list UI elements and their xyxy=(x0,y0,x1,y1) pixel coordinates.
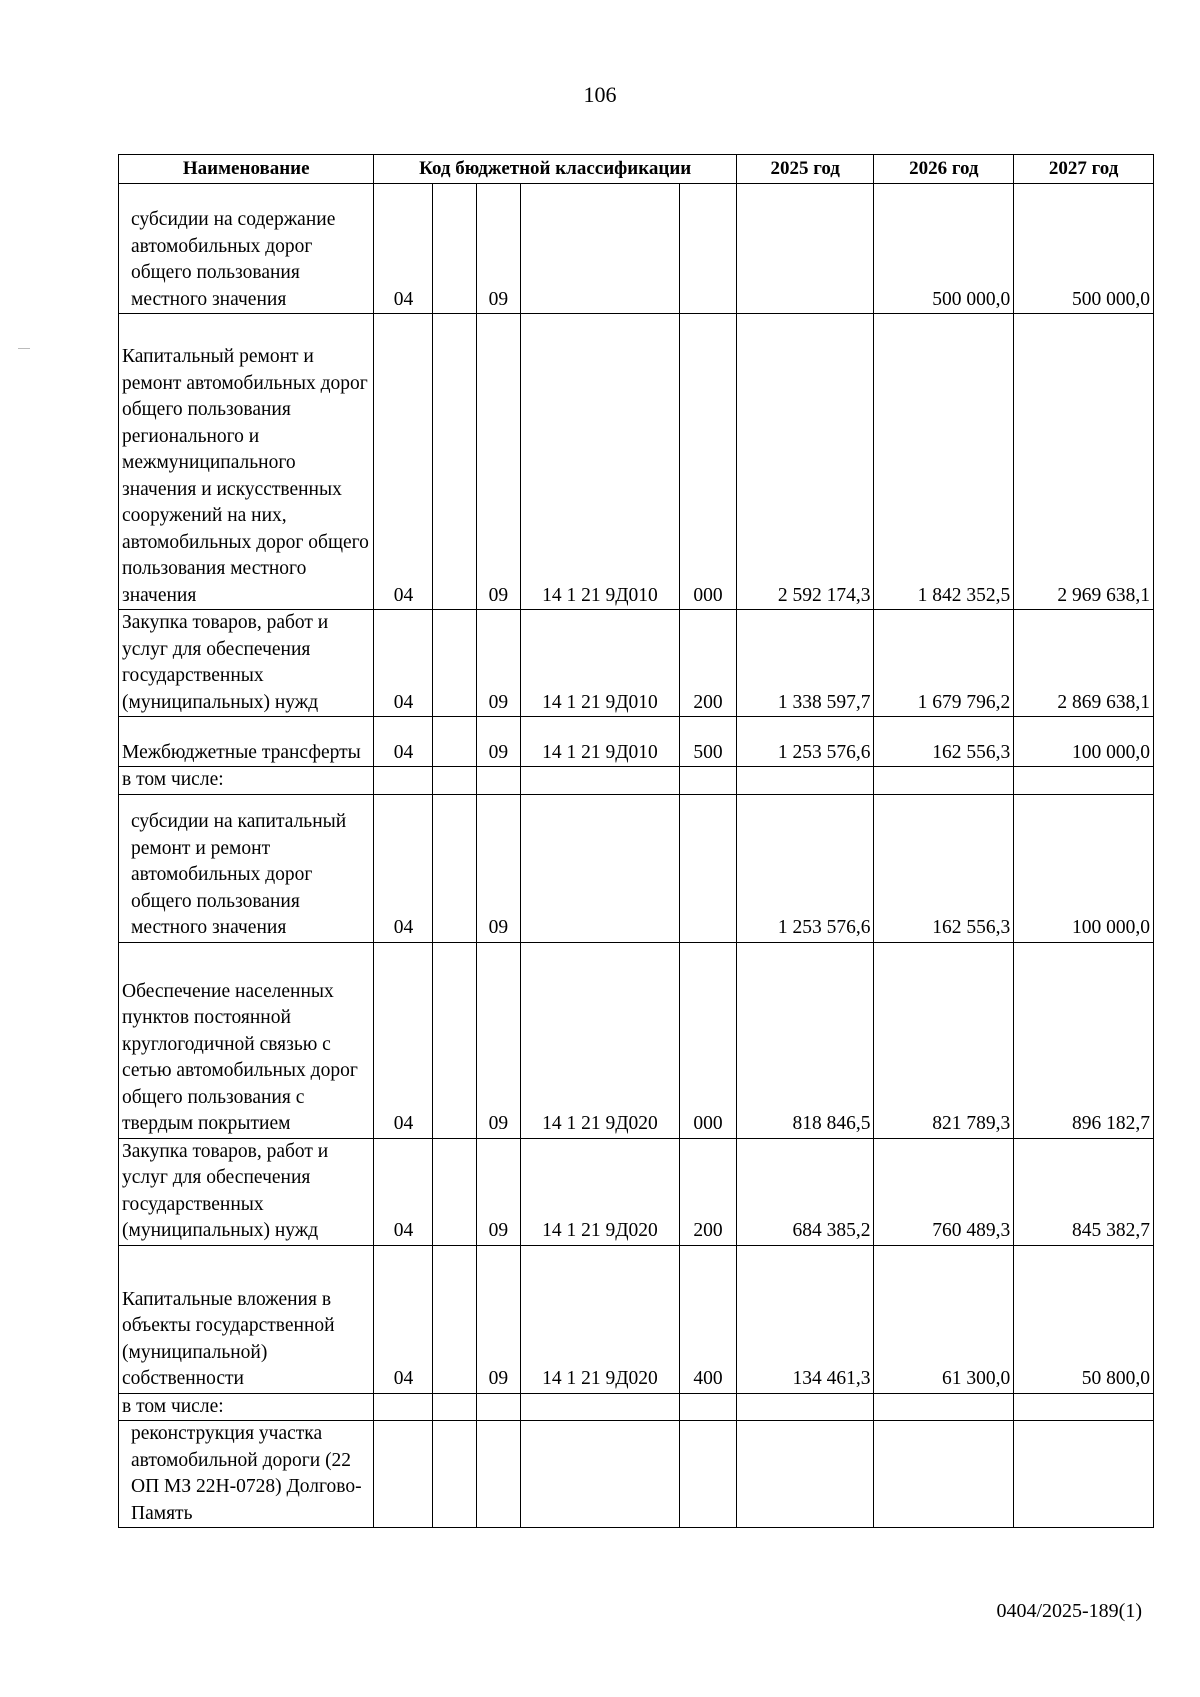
code-empty xyxy=(433,1138,477,1245)
value-2026 xyxy=(874,1393,1014,1421)
page-number: 106 xyxy=(583,82,617,107)
header-2027: 2027 год xyxy=(1014,155,1154,184)
table-row xyxy=(119,184,1154,314)
value-2026 xyxy=(874,1421,1014,1528)
header-code: Код бюджетной классификации xyxy=(374,155,736,184)
value-2027: 100 000,0 xyxy=(1014,717,1154,767)
row-name: Закупка товаров, работ и услуг для обеспечения государственных (муниципальных) нужд xyxy=(119,610,374,717)
code-expense-type: 200 xyxy=(680,1138,737,1245)
code-empty xyxy=(433,717,477,767)
code-section xyxy=(374,767,433,795)
value-2027 xyxy=(1014,767,1154,795)
row-name: Межбюджетные трансферты xyxy=(119,717,374,767)
value-2025: 2 592 174,3 xyxy=(736,314,874,610)
code-section: 04 xyxy=(374,1245,433,1393)
code-subsection: 09 xyxy=(477,717,521,767)
value-2025: 818 846,5 xyxy=(736,942,874,1138)
code-empty xyxy=(433,1421,477,1528)
code-section: 04 xyxy=(374,314,433,610)
value-2027: 896 182,7 xyxy=(1014,942,1154,1138)
value-2027 xyxy=(1014,1393,1154,1421)
code-section: 04 xyxy=(374,610,433,717)
value-2027: 50 800,0 xyxy=(1014,1245,1154,1393)
header-2026: 2026 год xyxy=(874,155,1014,184)
code-target-article xyxy=(520,767,679,795)
table-row xyxy=(119,794,1154,942)
code-expense-type xyxy=(680,184,737,314)
value-2027: 2 969 638,1 xyxy=(1014,314,1154,610)
document-code: 0404/2025-189(1) xyxy=(996,1600,1142,1622)
table-row xyxy=(119,1421,1154,1528)
code-section xyxy=(374,1393,433,1421)
value-2027: 2 869 638,1 xyxy=(1014,610,1154,717)
value-2026: 162 556,3 xyxy=(874,794,1014,942)
row-name: Капитальные вложения в объекты государственной (муниципальной) собственности xyxy=(119,1245,374,1393)
code-section: 04 xyxy=(374,794,433,942)
code-target-article xyxy=(520,1421,679,1528)
code-expense-type xyxy=(680,767,737,795)
row-name: Обеспечение населенных пунктов постоянной круглогодичной связью с сетью автомобильных дорог общего пользования с твердым покрытием xyxy=(119,942,374,1138)
value-2027: 100 000,0 xyxy=(1014,794,1154,942)
header-2025: 2025 год xyxy=(736,155,874,184)
value-2026: 821 789,3 xyxy=(874,942,1014,1138)
table-row xyxy=(119,610,1154,717)
code-subsection: 09 xyxy=(477,184,521,314)
table-row xyxy=(119,314,1154,610)
row-name: реконструкция участка автомобильной дороги (22 ОП МЗ 22Н-0728) Долгово-Память xyxy=(119,1421,374,1528)
table-row xyxy=(119,1245,1154,1393)
code-expense-type xyxy=(680,1421,737,1528)
value-2025: 1 338 597,7 xyxy=(736,610,874,717)
row-name: субсидии на капитальный ремонт и ремонт автомобильных дорог общего пользования местного значения xyxy=(119,794,374,942)
code-empty xyxy=(433,1245,477,1393)
code-expense-type: 200 xyxy=(680,610,737,717)
code-subsection xyxy=(477,1393,521,1421)
code-expense-type: 400 xyxy=(680,1245,737,1393)
value-2026: 1 842 352,5 xyxy=(874,314,1014,610)
code-section xyxy=(374,1421,433,1528)
row-name: субсидии на содержание автомобильных дорог общего пользования местного значения xyxy=(119,184,374,314)
table-row xyxy=(119,942,1154,1138)
scan-mark xyxy=(18,348,30,349)
code-subsection xyxy=(477,767,521,795)
code-target-article xyxy=(520,184,679,314)
code-subsection xyxy=(477,1421,521,1528)
code-subsection: 09 xyxy=(477,1138,521,1245)
code-section: 04 xyxy=(374,717,433,767)
row-name: Капитальный ремонт и ремонт автомобильных дорог общего пользования регионального и межмуниципального значения и искусственных сооружений на них, автомобильных дорог общего пользования местного значения xyxy=(119,314,374,610)
code-empty xyxy=(433,1393,477,1421)
code-empty xyxy=(433,767,477,795)
code-expense-type: 500 xyxy=(680,717,737,767)
code-target-article: 14 1 21 9Д010 xyxy=(520,610,679,717)
code-expense-type xyxy=(680,1393,737,1421)
code-subsection: 09 xyxy=(477,610,521,717)
code-subsection: 09 xyxy=(477,1245,521,1393)
table-row xyxy=(119,1138,1154,1245)
row-name: в том числе: xyxy=(119,1393,374,1421)
value-2027: 845 382,7 xyxy=(1014,1138,1154,1245)
code-target-article: 14 1 21 9Д020 xyxy=(520,1138,679,1245)
value-2027 xyxy=(1014,1421,1154,1528)
code-expense-type xyxy=(680,794,737,942)
value-2025 xyxy=(736,1393,874,1421)
code-section: 04 xyxy=(374,184,433,314)
table-row xyxy=(119,1393,1154,1421)
value-2026: 61 300,0 xyxy=(874,1245,1014,1393)
code-section: 04 xyxy=(374,942,433,1138)
code-expense-type: 000 xyxy=(680,314,737,610)
value-2026: 500 000,0 xyxy=(874,184,1014,314)
value-2026: 1 679 796,2 xyxy=(874,610,1014,717)
value-2025: 1 253 576,6 xyxy=(736,717,874,767)
code-target-article: 14 1 21 9Д010 xyxy=(520,717,679,767)
code-target-article xyxy=(520,794,679,942)
code-subsection: 09 xyxy=(477,314,521,610)
table-header-row xyxy=(119,155,1154,184)
value-2026 xyxy=(874,767,1014,795)
value-2025 xyxy=(736,767,874,795)
code-empty xyxy=(433,184,477,314)
code-empty xyxy=(433,794,477,942)
code-subsection: 09 xyxy=(477,942,521,1138)
code-target-article xyxy=(520,1393,679,1421)
code-empty xyxy=(433,942,477,1138)
budget-table xyxy=(118,154,1154,1528)
table-row xyxy=(119,717,1154,767)
row-name: в том числе: xyxy=(119,767,374,795)
code-target-article: 14 1 21 9Д020 xyxy=(520,942,679,1138)
code-expense-type: 000 xyxy=(680,942,737,1138)
value-2026: 162 556,3 xyxy=(874,717,1014,767)
value-2025: 134 461,3 xyxy=(736,1245,874,1393)
code-section: 04 xyxy=(374,1138,433,1245)
value-2025: 684 385,2 xyxy=(736,1138,874,1245)
code-target-article: 14 1 21 9Д020 xyxy=(520,1245,679,1393)
code-empty xyxy=(433,610,477,717)
value-2025: 1 253 576,6 xyxy=(736,794,874,942)
header-name: Наименование xyxy=(119,155,374,184)
value-2025 xyxy=(736,184,874,314)
value-2027: 500 000,0 xyxy=(1014,184,1154,314)
code-subsection: 09 xyxy=(477,794,521,942)
table-row xyxy=(119,767,1154,795)
row-name: Закупка товаров, работ и услуг для обеспечения государственных (муниципальных) нужд xyxy=(119,1138,374,1245)
code-target-article: 14 1 21 9Д010 xyxy=(520,314,679,610)
code-empty xyxy=(433,314,477,610)
value-2025 xyxy=(736,1421,874,1528)
value-2026: 760 489,3 xyxy=(874,1138,1014,1245)
